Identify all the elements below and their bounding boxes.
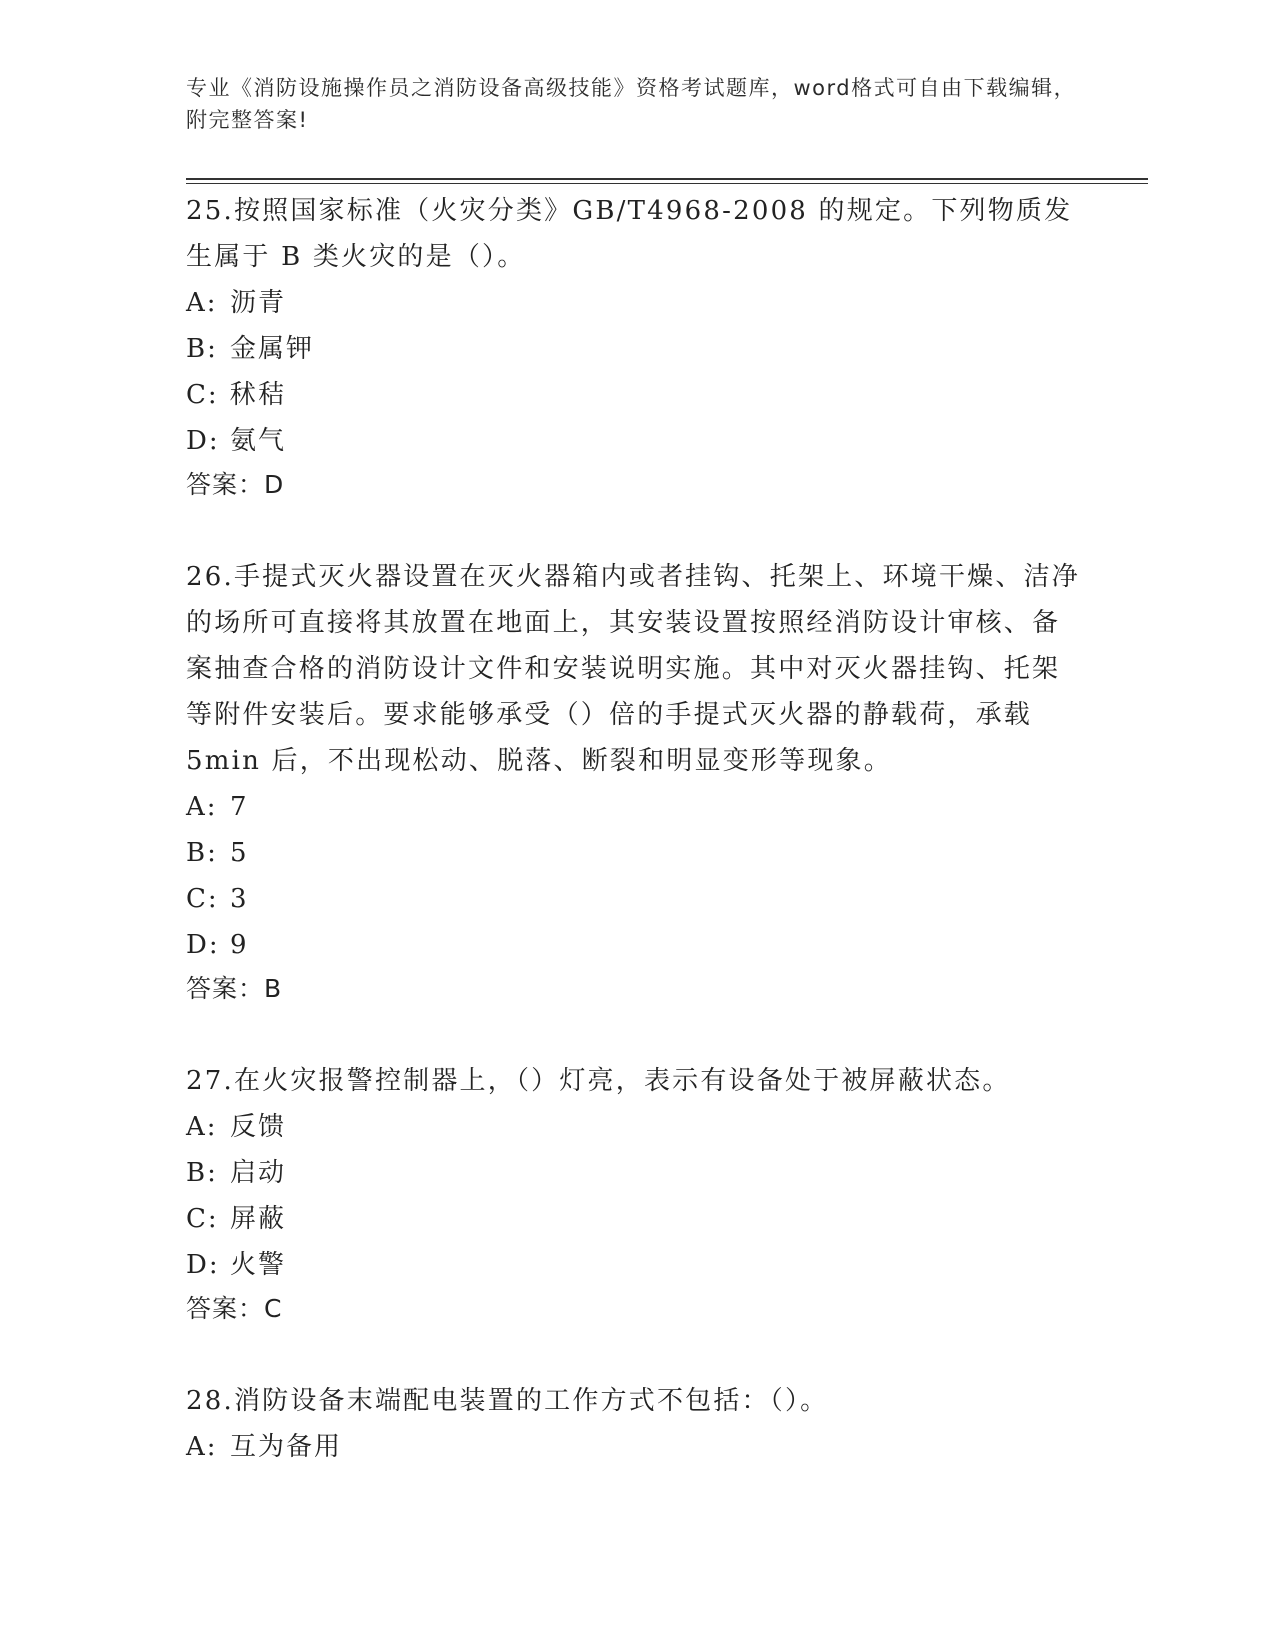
option-label: C: [186,1204,219,1234]
option-text: 9 [230,930,249,960]
option-text: 5 [230,838,249,868]
option-text: 启动 [230,1158,287,1188]
header-title: 专业《消防设施操作员之消防设备高级技能》资格考试题库，word格式可自由下载编辑，附完整答案! [186,76,1077,132]
option-d [186,922,1086,968]
answer-line: 答案：B [186,974,283,1003]
option-label: B: [186,334,218,364]
option-text: 火警 [230,1250,287,1280]
option-text: 沥青 [230,288,287,318]
option-label: C: [186,380,219,410]
answer-line: 答案：D [186,470,285,499]
option-text: 互为备用 [230,1432,343,1462]
option-a [186,784,1086,830]
option-b [186,830,1086,876]
option-a [186,1104,1086,1150]
option-text: 金属钾 [230,334,315,364]
question-text [186,1378,1086,1424]
option-text: 7 [230,792,249,822]
option-c [186,372,1086,418]
option-text: 屏蔽 [230,1204,287,1234]
option-label: A: [186,288,218,318]
option-c [186,1196,1086,1242]
question-number: 25. [186,196,234,226]
option-text: 3 [230,884,249,914]
option-text: 氨气 [230,426,287,456]
question-stem: 在火灾报警控制器上，（）灯亮，表示有设备处于被屏蔽状态。 [233,1066,1011,1096]
question-number: 26. [186,562,234,592]
header-divider-thick [186,178,1148,180]
option-text: 秫秸 [230,380,287,410]
question-stem: 消防设备末端配电装置的工作方式不包括：（）。 [233,1386,829,1416]
answer-line: 答案：C [186,1294,283,1323]
option-label: B: [186,838,218,868]
option-text: 反馈 [230,1112,287,1142]
question-text [186,554,1086,784]
question-25 [186,188,1086,506]
option-b [186,326,1086,372]
option-label: A: [186,792,218,822]
question-27 [186,1058,1086,1330]
question-text [186,188,1086,280]
option-label: D: [186,930,220,960]
option-c [186,876,1086,922]
header-divider-thin [186,183,1148,184]
option-label: C: [186,884,219,914]
option-label: D: [186,426,220,456]
option-label: A: [186,1112,218,1142]
question-list [186,188,1086,1518]
option-label: B: [186,1158,218,1188]
option-d [186,418,1086,464]
option-b [186,1150,1086,1196]
option-label: D: [186,1250,220,1280]
question-text [186,1058,1086,1104]
question-28 [186,1378,1086,1470]
question-stem: 按照国家标准（火灾分类》GB/T4968-2008 的规定。下列物质发生属于 B 类火灾的是（）。 [186,196,1073,272]
question-stem: 手提式灭火器设置在灭火器箱内或者挂钩、托架上、环境干燥、洁净的场所可直接将其放置在地面上，其安装设置按照经消防设计审核、备案抽查合格的消防设计文件和安装说明实施。其中对灭火器挂钩、托架等附件安装后。要求能够承受（）倍的手提式灭火器的静载荷，承载 5min 后，不出现松动、脱落、断裂和明显变形等现象。 [186,562,1080,776]
question-number: 27. [186,1066,234,1096]
question-26 [186,554,1086,1010]
question-number: 28. [186,1386,234,1416]
document-header [186,72,1086,136]
option-label: A: [186,1432,218,1462]
option-a [186,280,1086,326]
option-a [186,1424,1086,1470]
option-d [186,1242,1086,1288]
